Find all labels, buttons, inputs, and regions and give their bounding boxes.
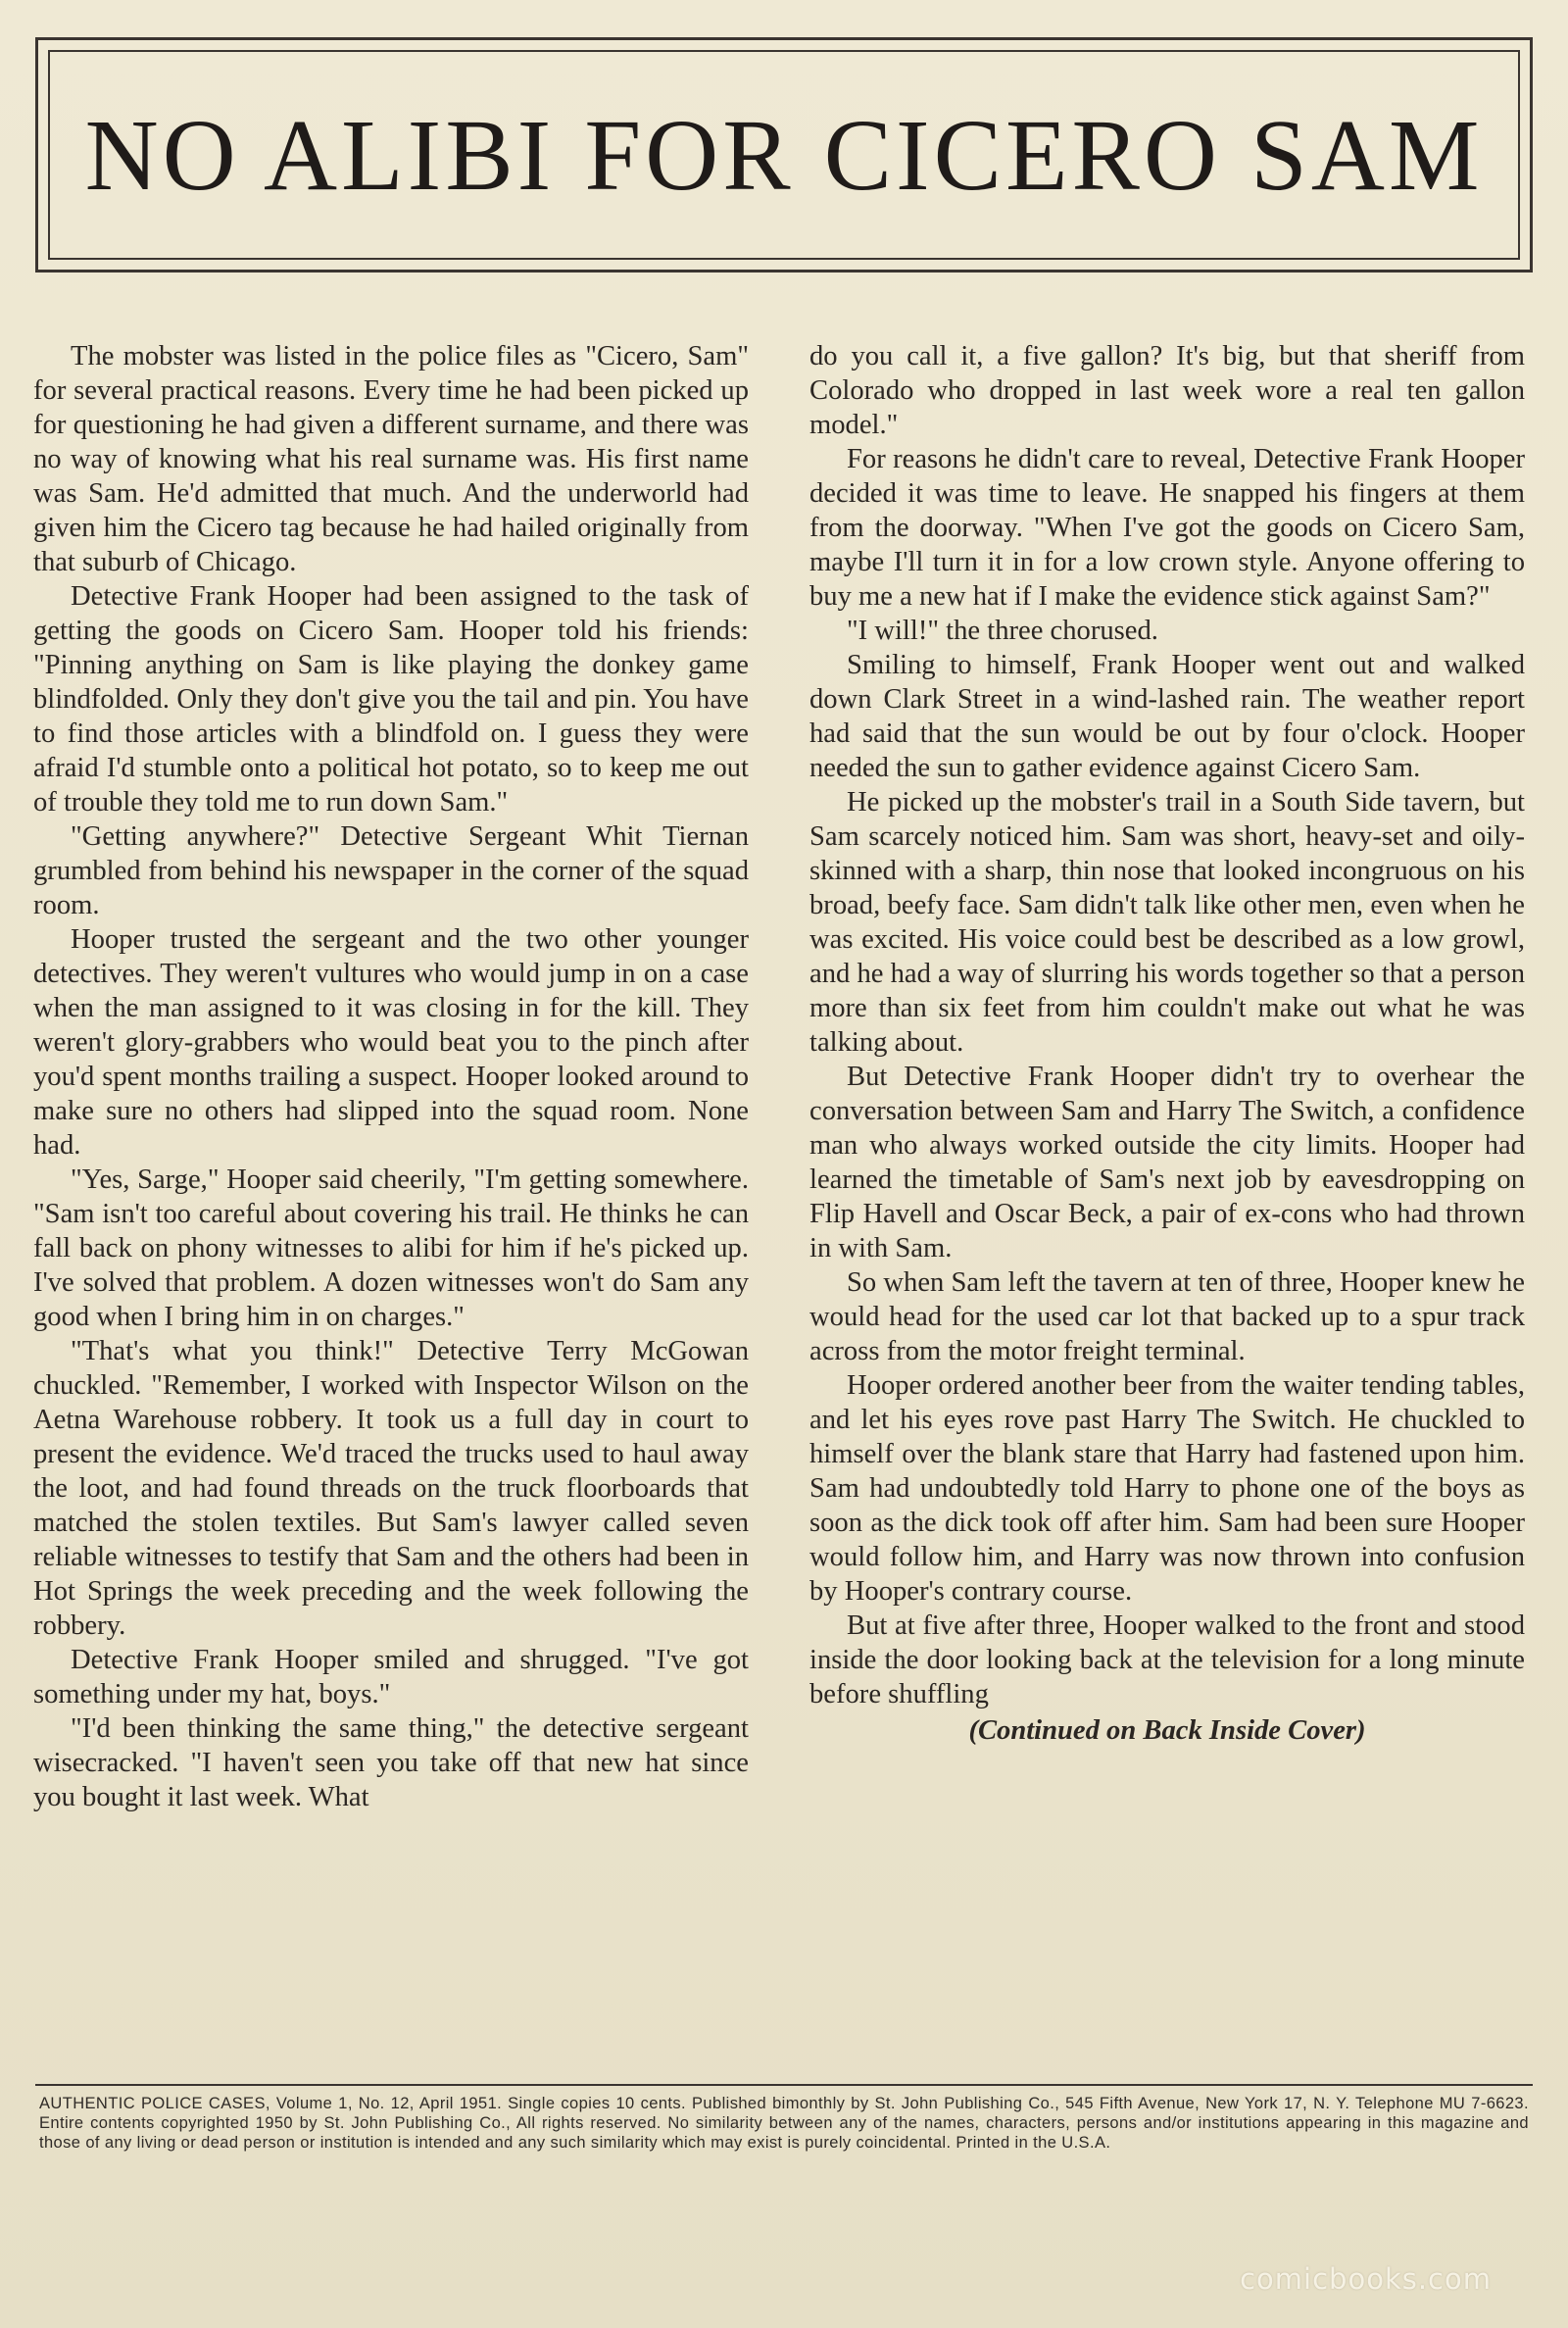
left-text-column [33,339,749,1814]
title-frame [35,37,1533,272]
paragraph: Detective Frank Hooper had been assigned to the task of getting the goods on Cicero Sam. Hooper told his friends: "Pinning anything on Sam is like playing the donkey game blindfolded. Only they don't give you the tail and pin. You have to find those articles with a blindfold on. I guess they were afraid I'd stumble onto a political hot potato, so to keep me out of trouble they told me to run down Sam." [33,581,749,817]
paragraph: "I'd been thinking the same thing," the detective sergeant wisecracked. "I haven't seen you take off that new hat since you bought it last week. What [33,1713,749,1812]
publication-notice: AUTHENTIC POLICE CASES, Volume 1, No. 12, April 1951. Single copies 10 cents. Published bimonthly by St. John Publishing Co., 545 Fifth Avenue, New York 17, N. Y. Telephone MU 7-6623. Entire contents copyrighted 1950 by St. John Publishing Co., All rights reserved. No similarity between any of the names, characters, persons and/or institutions appearing in this magazine and those of any living or dead person or institution is intended and any such similarity which may exist is purely coincidental. Printed in the U.S.A. [39,2095,1529,2152]
paragraph: "That's what you think!" Detective Terry McGowan chuckled. "Remember, I worked with Inspector Wilson on the Aetna Warehouse robbery. It took us a full day in court to present the evidence. We'd traced the trucks used to haul away the loot, and had found threads on the truck floorboards that matched the stolen textiles. But Sam's lawyer called seven reliable witnesses to testify that Sam and the others had been in Hot Springs the week preceding and the week following the robbery. [33,1336,749,1641]
paragraph: Hooper ordered another beer from the waiter tending tables, and let his eyes rove past Harry The Switch. He chuckled to himself over the blank stare that Harry had fastened upon him. Sam had undoubtedly told Harry to phone one of the boys as soon as the dick took off after him. Sam had been sure Hooper would follow him, and Harry was now thrown into confusion by Hooper's contrary course. [809,1370,1525,1607]
site-watermark: comicbooks.com [1240,2262,1492,2296]
paragraph: The mobster was listed in the police files as "Cicero, Sam" for several practical reasons. Every time he had been picked up for questioning he had given a different surname, and there was no way of knowing what his real surname was. His first name was Sam. He'd admitted that much. And the underworld had given him the Cicero tag because he had hailed originally from that suburb of Chicago. [33,341,749,577]
footer-divider [35,2084,1533,2086]
paragraph: Detective Frank Hooper smiled and shrugged. "I've got something under my hat, boys." [33,1645,749,1709]
title-frame-inner [48,50,1520,260]
paragraph: So when Sam left the tavern at ten of three, Hooper knew he would head for the used car lot that backed up to a spur track across from the motor freight terminal. [809,1267,1525,1366]
paragraph: But Detective Frank Hooper didn't try to overhear the conversation between Sam and Harry The Switch, a confidence man who always worked outside the city limits. Hooper had learned the timetable of Sam's next job by eavesdropping on Flip Havell and Oscar Beck, a pair of ex-cons who had thrown in with Sam. [809,1062,1525,1263]
paragraph: Smiling to himself, Frank Hooper went out and walked down Clark Street in a wind-lashed rain. The weather report had said that the sun would be out by four o'clock. Hooper needed the sun to gather evidence against Cicero Sam. [809,650,1525,783]
paragraph: "I will!" the three chorused. [847,616,1158,646]
paragraph: For reasons he didn't care to reveal, Detective Frank Hooper decided it was time to leave. He snapped his fingers at them from the doorway. "When I've got the goods on Cicero Sam, maybe I'll turn it in for a low crown style. Anyone offering to buy me a new hat if I make the evidence stick against Sam?" [809,444,1525,612]
paragraph: "Getting anywhere?" Detective Sergeant Whit Tiernan grumbled from behind his newspaper in the corner of the squad room. [33,821,749,920]
paragraph: He picked up the mobster's trail in a South Side tavern, but Sam scarcely noticed him. Sam was short, heavy-set and oily-skinned with a sharp, thin nose that looked incongruous on his broad, beefy face. Sam didn't talk like other men, even when he was excited. His voice could best be described as a low growl, and he had a way of slurring his words together so that a person more than six feet from him couldn't make out what he was talking about. [809,787,1525,1058]
paragraph-continued: do you call it, a five gallon? It's big, but that sheriff from Colorado who dropped in last week wore a real ten gallon model." [809,341,1525,440]
right-text-column [809,339,1525,1748]
paragraph: But at five after three, Hooper walked to the front and stood inside the door looking back at the television for a long minute before shuffling [809,1610,1525,1709]
continued-note: (Continued on Back Inside Cover) [968,1715,1366,1746]
paragraph: Hooper trusted the sergeant and the two other younger detectives. They weren't vultures who would jump in on a case when the man assigned to it was closing in for the kill. They weren't glory-grabbers who would beat you to the pinch after you'd spent months trailing a suspect. Hooper looked around to make sure no others had slipped into the squad room. None had. [33,924,749,1161]
paragraph: "Yes, Sarge," Hooper said cheerily, "I'm getting somewhere. "Sam isn't too careful about covering his trail. He thinks he can fall back on phony witnesses to alibi for him if he's picked up. I've solved that problem. A dozen witnesses won't do Sam any good when I bring him in on charges." [33,1164,749,1332]
story-title: NO ALIBI FOR CICERO SAM [84,98,1484,212]
